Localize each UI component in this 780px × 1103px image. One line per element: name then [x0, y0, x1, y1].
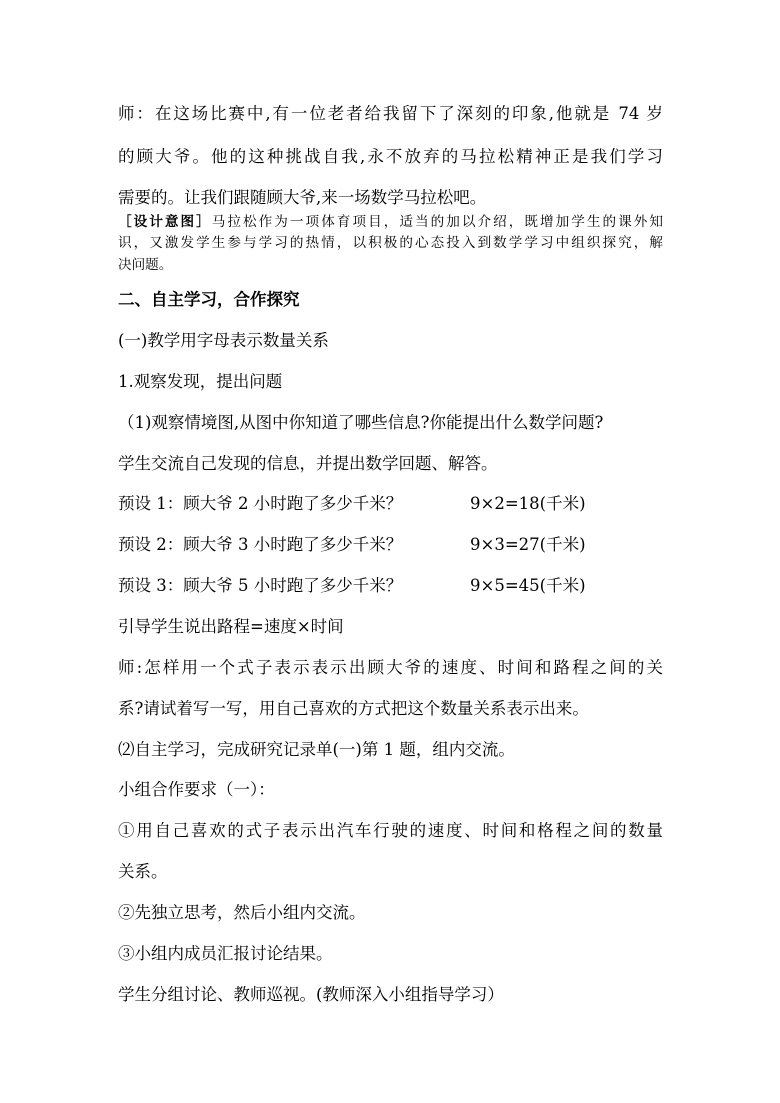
section-heading: 二、自主学习，合作探究 [118, 290, 300, 309]
question-line: （1)观察情境图,从图中你知道了哪些信息?你能提出什么数学问题? [118, 413, 604, 432]
paragraph-line: 系?请试着写一写，用自己喜欢的方式把这个数量关系表示出来。 [118, 699, 589, 718]
preset-question: 预设 1：顾大爷 2 小时跑了多少千米？ [118, 494, 403, 513]
requirement-line: 关系。 [118, 862, 168, 881]
paragraph-line: 需要的。让我们跟随顾大爷,来一场数学马拉松吧。 [118, 188, 487, 207]
paragraph-line: 学生分组讨论、教师巡视。(教师深入小组指导学习） [118, 985, 504, 1004]
paragraph-line: 的顾大爷。他的这种挑战自我,永不放弃的马拉松精神正是我们学习 [118, 147, 663, 166]
paragraph-line: 小组合作要求（一）： [118, 780, 275, 799]
preset-answer: 9×3=27(千米) [470, 535, 586, 554]
question-line: ⑵自主学习，完成研究记录单(一)第 1 题，组内交流。 [118, 740, 515, 759]
design-intent-text: 马拉松作为一项体育项目，适当的加以介绍，既增加学生的课外知 [211, 214, 664, 230]
item-heading: 1.观察发现，提出问题 [118, 372, 283, 391]
requirement-line: ②先独立思考，然后小组内交流。 [118, 903, 366, 922]
preset-question: 预设 2：顾大爷 3 小时跑了多少千米？ [118, 535, 403, 554]
paragraph-line: 师:怎样用一个式子表示表示出顾大爷的速度、时间和路程之间的关 [118, 658, 663, 677]
preset-row [118, 537, 663, 554]
design-intent-line [118, 216, 663, 230]
paragraph-line: 师：在这场比赛中,有一位老者给我留下了深刻的印象,他就是 74 岁 [118, 104, 663, 123]
preset-answer: 9×2=18(千米) [470, 494, 586, 513]
sub-heading: (一)教学用字母表示数量关系 [118, 331, 329, 350]
design-intent-line: 决问题。 [118, 257, 173, 273]
paragraph-line: 学生交流自己发现的信息，并提出数学回题、解答。 [118, 454, 498, 473]
requirement-line: ①用自己喜欢的式子表示出汽车行驶的速度、时间和格程之间的数量 [118, 821, 663, 840]
preset-answer: 9×5=45(千米) [470, 576, 586, 595]
preset-question: 预设 3：顾大爷 5 小时跑了多少千米？ [118, 576, 403, 595]
design-intent-line: 识，又激发学生参与学习的热情，以积极的心态投入到数学学习中组织探究，解 [118, 235, 663, 251]
paragraph-line: 引导学生说出路程=速度×时间 [118, 617, 344, 636]
preset-row [118, 578, 663, 595]
requirement-line: ③小组内成员汇报讨论结果。 [118, 944, 333, 963]
preset-row [118, 496, 663, 513]
design-intent-label: ［设计意图］ [118, 214, 212, 230]
